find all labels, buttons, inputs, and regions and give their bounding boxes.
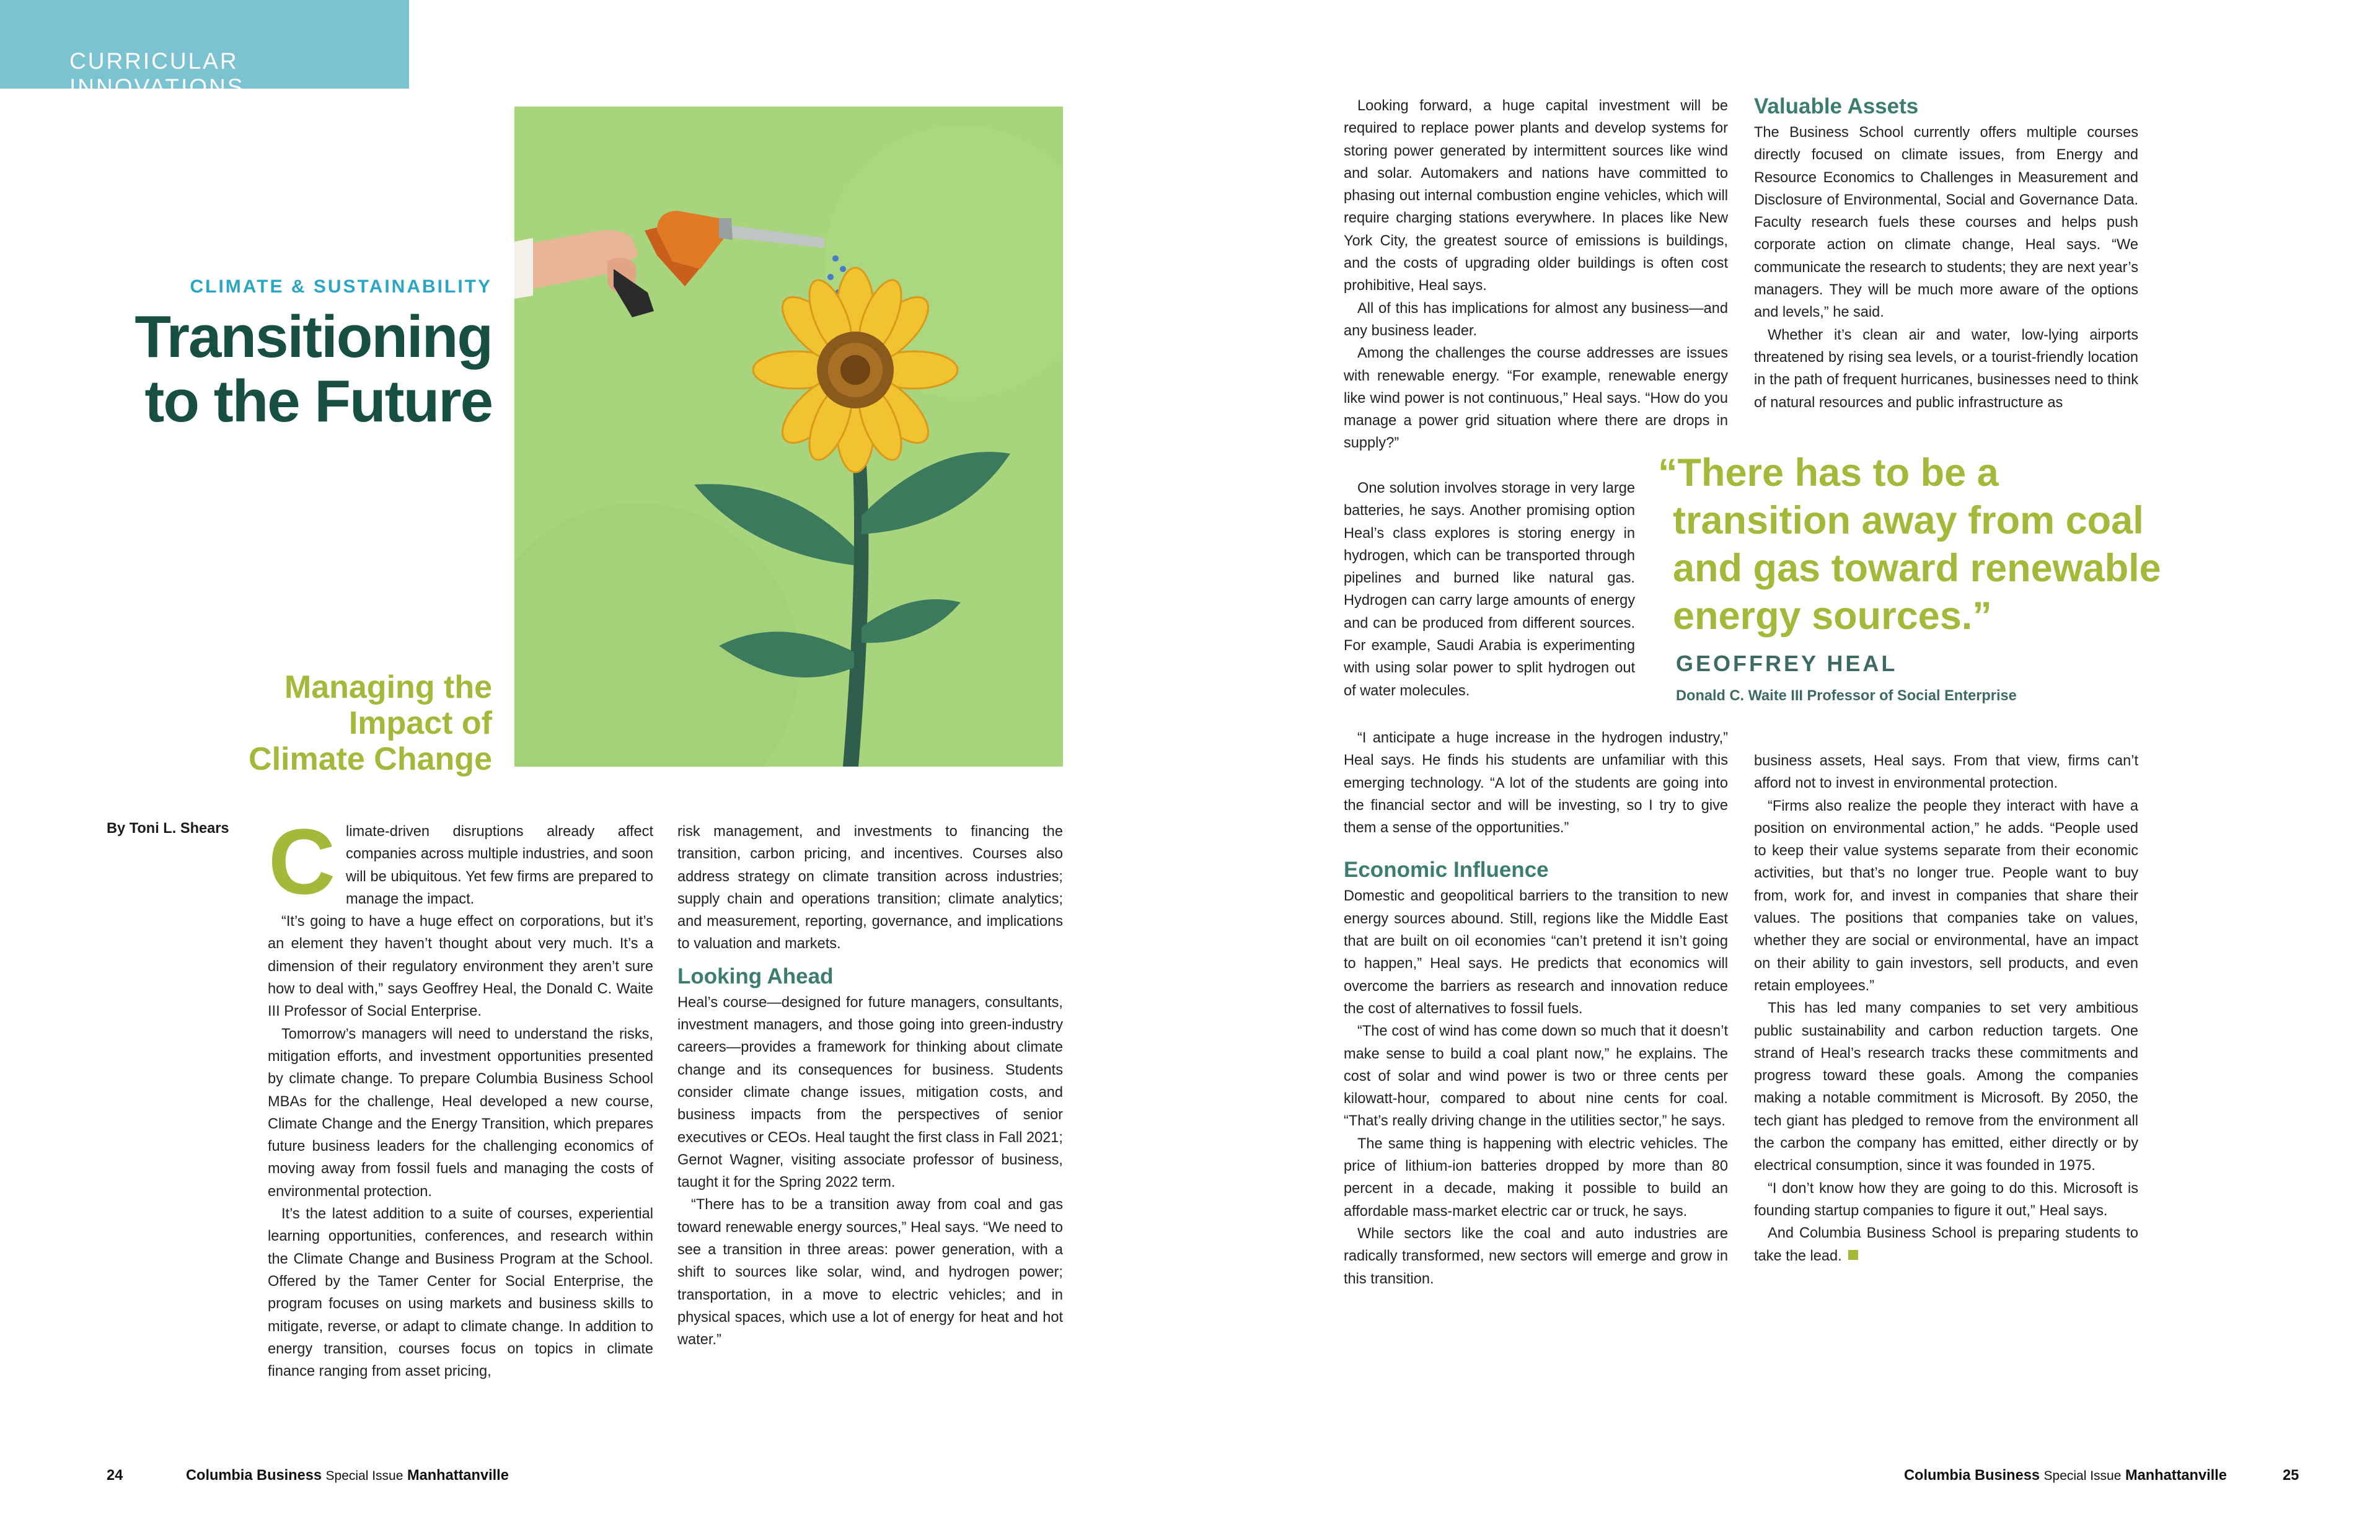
- special-issue-label: Special Issue: [325, 1469, 403, 1483]
- paragraph: business assets, Heal says. From that view, firms can’t afford not to invest in environmental protection.: [1754, 753, 2138, 792]
- pull-quote-line: and gas toward renewable: [1673, 547, 2161, 590]
- section-tab-label: CURRICULAR INNOVATIONS: [69, 48, 245, 100]
- pull-quote-line: “There has to be a: [1658, 451, 1999, 495]
- paragraph: risk management, and investments to financing the transition, carbon pricing, and incentives. Courses also address strategy on climate transition across industries; supply chain and operations transition; climate analytics; and measurement, reporting, governance, and implications to valuation and markets.: [677, 824, 1063, 953]
- paragraph-text: limate-driven disruptions already affect companies across multiple industries, and soon will be ubiquitous. Yet few firms are prepared to manage the impact.: [346, 824, 653, 907]
- paragraph: “Firms also realize the people they interact with have a position on environmental action,” he adds. “People used to keep their value systems separate from their economic activities, but that’s no longer true. People want to buy from, work for, and invest in companies that share their values. The positions that companies take on values, whether they are social or environmental, have an impact on their ability to gain investors, sell products, and even retain employees.”: [1754, 798, 2138, 994]
- sunflower-illustration: [514, 107, 1063, 767]
- byline: By Toni L. Shears: [107, 821, 229, 837]
- title-line-2: to the Future: [144, 368, 492, 434]
- paragraph: “I anticipate a huge increase in the hydrogen industry,” Heal says. He finds his students are unfamiliar with this emerging technology. “A lot of the students are going into the financial sector and will be investing, so I try to give them a sense of the opportunities.”: [1344, 730, 1728, 837]
- page-number-left: 24: [107, 1467, 123, 1484]
- body-column-1: [268, 809, 653, 1383]
- paragraph: “I don’t know how they are going to do this. Microsoft is founding startup companies to figure it out,” Heal says.: [1754, 1180, 2138, 1219]
- paragraph: Domestic and geopolitical barriers to the transition to new energy sources abound. Still, regions like the Middle East that are built on oil economies “can’t pretend it isn’t going to happen,” Heal says. He predicts that economics will overcome the barriers as research and innovation reduce the cost of alternatives to fossil fuels.: [1344, 888, 1728, 1017]
- pull-quote-attribution-title: Donald C. Waite III Professor of Social Enterprise: [1676, 688, 2017, 704]
- paragraph: The same thing is happening with electric vehicles. The price of lithium-ion batteries dropped by more than 80 percent in a decade, making it possible to build an affordable mass-market electric car or truck, he says.: [1344, 1135, 1728, 1220]
- subhead-valuable-assets: Valuable Assets: [1754, 94, 1919, 118]
- body-column-3-lower: [1344, 727, 1728, 1290]
- pull-quote: [1658, 449, 2179, 640]
- folio-right: [1904, 1467, 2227, 1484]
- paragraph: While sectors like the coal and auto industries are radically transformed, new sectors will emerge and grow in this transition.: [1344, 1225, 1728, 1287]
- paragraph: “The cost of wind has come down so much that it doesn’t make sense to build a coal plant now,” he explains. The cost of solar and wind power is two or three cents per kilowatt-hour, compared to about nine cents for coal. “That’s really driving change in the utilities sector,” he says.: [1344, 1023, 1728, 1130]
- special-issue-label: Special Issue: [2043, 1469, 2122, 1483]
- illustration: [514, 107, 1063, 767]
- paragraph: It’s the latest addition to a suite of courses, experiential learning opportunities, conferences, and research within the Climate Change and Business Program at the School. Offered by the Tamer Center for Social Enterprise, the program focuses on using markets and business skills to mitigate, reverse, or adapt to climate change. In addition to energy transition, courses focus on topics in climate finance ranging from asset pricing,: [268, 1206, 653, 1380]
- paragraph: “There has to be a transition away from coal and gas toward renewable energy sources,” Heal says. “We need to see a transition in three areas: power generation, with a shift to sources like solar, wind, and hydrogen power; transportation, in a move to electric vehicles; and in physical spaces, which use a lot of energy for heat and hot water.”: [677, 1197, 1063, 1349]
- paragraph: Looking forward, a huge capital investment will be required to replace power plants and develop systems for storing power generated by intermittent sources like wind and solar. Automakers and nations have committed to phasing out internal combustion engine vehicles, which will require charging stations everywhere. In places like New York City, the greatest source of emissions is buildings, and the costs of upgrading older buildings is often cost prohibitive, Heal says.: [1344, 98, 1728, 294]
- article-subtitle: [149, 669, 492, 777]
- publication-name: Columbia Business: [186, 1467, 322, 1484]
- subhead-looking-ahead: Looking Ahead: [677, 964, 834, 988]
- kicker: CLIMATE & SUSTAINABILITY: [190, 276, 492, 297]
- article-title: [74, 305, 492, 434]
- paragraph: Heal’s course—designed for future managers, consultants, investment managers, and those going into green-industry careers—provides a framework for thinking about climate change and its consequences for business. Students consider climate change issues, mitigation costs, and business impacts from the perspectives of senior executives or CEOs. Heal taught the first class in Fall 2021; Gernot Wagner, visiting associate professor of business, taught it for the Spring 2022 term.: [677, 994, 1063, 1191]
- paragraph: The Business School currently offers multiple courses directly focused on climate issues, from Energy and Resource Economics to Challenges in Measurement and Disclosure of Environmental, Social and Governance Data. Faculty research fuels these courses and helps push corporate action on climate change, Heal says. “We communicate the research to students; they are next year’s managers. They will be much more aware of the options and levels,” he said.: [1754, 125, 2138, 321]
- paragraph-text: And Columbia Business School is preparing students to take the lead.: [1754, 1225, 2138, 1264]
- intro-paragraph: [268, 809, 653, 913]
- title-line-1: Transitioning: [134, 304, 492, 370]
- body-column-3: [1344, 95, 1728, 455]
- body-column-2: [677, 821, 1063, 1352]
- paragraph: Tomorrow’s managers will need to understand the risks, mitigation efforts, and investment opportunities presented by climate change. To prepare Columbia Business School MBAs for the challenge, Heal developed a new course, Climate Change and the Energy Transition, which prepares future business leaders for the challenging economics of moving away from fossil fuels and managing the costs of environmental protection.: [268, 1026, 653, 1200]
- paragraph: Whether it’s clean air and water, low-lying airports threatened by rising sea levels, or a tourist-friendly location in the path of frequent hurricanes, businesses need to think of natural resources and public infrastructure as: [1754, 327, 2138, 411]
- paragraph: One solution involves storage in very large batteries, he says. Another promising option Heal’s class explores is storing energy in hydrogen, which can be transported through pipelines and burned like natural gas. Hydrogen can carry large amounts of energy and can be produced from different sources. For example, Saudi Arabia is experimenting with using solar power to split hydrogen out of water molecules.: [1344, 480, 1635, 699]
- subtitle-line-1: Managing the: [284, 669, 492, 705]
- subtitle-line-3: Climate Change: [249, 741, 492, 777]
- body-column-4-lower: [1754, 750, 2138, 1267]
- pull-quote-line: transition away from coal: [1673, 499, 2144, 542]
- pull-quote-attribution-name: GEOFFREY HEAL: [1676, 651, 1898, 676]
- paragraph: [1754, 1222, 2138, 1267]
- page-number-right: 25: [2283, 1467, 2299, 1484]
- body-column-3-narrow: [1344, 477, 1635, 702]
- section-tab: [0, 0, 409, 100]
- subhead-economic-influence: Economic Influence: [1344, 858, 1549, 882]
- drop-cap: C: [268, 809, 336, 913]
- subtitle-line-2: Impact of: [348, 705, 492, 741]
- paragraph: This has led many companies to set very ambitious public sustainability and carbon reduction targets. One strand of Heal’s research tracks these commitments and progress toward these goals. Among the companies making a notable commitment is Microsoft. By 2050, the tech giant has pledged to remove from the environment all the carbon the company has emitted, either directly or by electrical consumption, since it was founded in 1975.: [1754, 1000, 2138, 1174]
- folio-left: [186, 1467, 509, 1484]
- body-column-4: [1754, 92, 2138, 414]
- edition-name: Manhattanville: [2125, 1467, 2227, 1484]
- paragraph: Among the challenges the course addresses are issues with renewable energy. “For example, renewable energy like wind power is not continuous,” Heal says. “How do you manage a power grid situation where there are drops in supply?”: [1344, 345, 1728, 452]
- end-mark-icon: [1848, 1250, 1858, 1260]
- pull-quote-line: energy sources.”: [1673, 594, 1992, 638]
- paragraph: All of this has implications for almost any business—and any business leader.: [1344, 300, 1728, 339]
- paragraph: “It’s going to have a huge effect on corporations, but it’s an element they haven’t thought about very much. It’s a dimension of their regulatory environment they aren’t sure how to deal with,” says Geoffrey Heal, the Donald C. Waite III Professor of Social Enterprise.: [268, 913, 653, 1020]
- publication-name: Columbia Business: [1904, 1467, 2040, 1484]
- edition-name: Manhattanville: [407, 1467, 509, 1484]
